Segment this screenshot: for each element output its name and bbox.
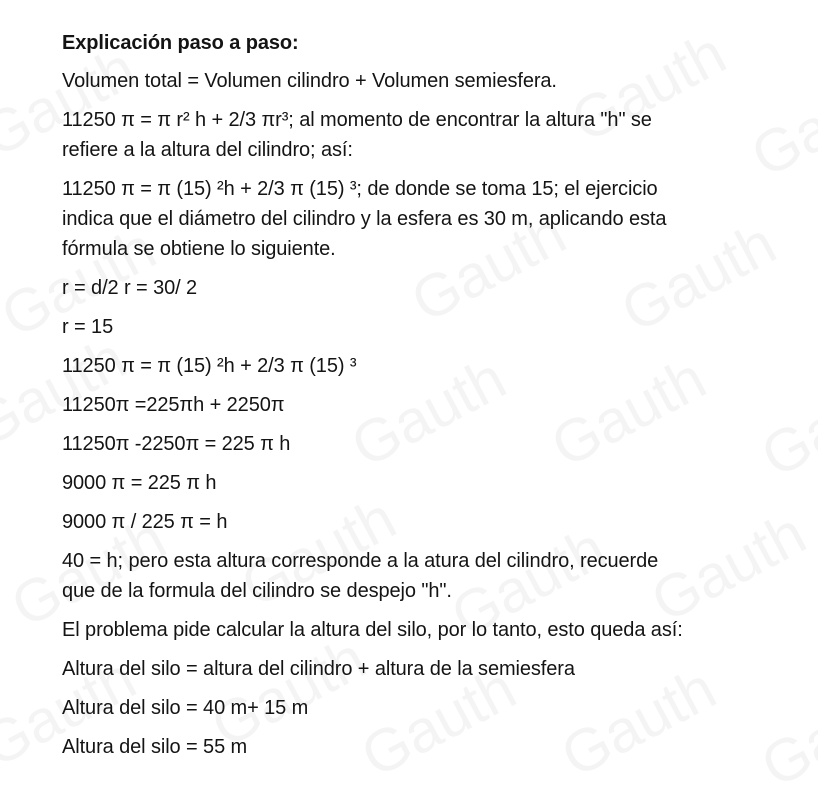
- paragraph-equation-step-4: [62, 468, 802, 498]
- paragraph-substitution: [62, 174, 802, 264]
- paragraph-equation-step-2: [62, 390, 802, 420]
- text-line: 11250 π = π (15) ²h + 2/3 π (15) ³; de donde se toma 15; el ejercicio: [62, 178, 658, 200]
- paragraph-equation-step-3: [62, 429, 802, 459]
- explanation-heading: Explicación paso a paso:: [62, 32, 299, 54]
- paragraph-total-volume: [62, 66, 802, 96]
- math-line: r = 15: [62, 316, 114, 338]
- explanation-document: [62, 28, 802, 771]
- text-line: Volumen total = Volumen cilindro + Volumen semiesfera.: [62, 70, 557, 92]
- text-line: 11250 π = π r² h + 2/3 πr³; al momento de encontrar la altura "h" se: [62, 109, 652, 131]
- paragraph-radius-value: [62, 312, 802, 342]
- text-line: fórmula se obtiene lo siguiente.: [62, 238, 336, 260]
- math-line: 11250π -2250π = 225 π h: [62, 433, 291, 455]
- text-line: que de la formula del cilindro se despejo "h".: [62, 580, 452, 602]
- math-line: r = d/2 r = 30/ 2: [62, 277, 198, 299]
- math-line: 9000 π / 225 π = h: [62, 511, 228, 533]
- paragraph-silo-answer: [62, 732, 802, 762]
- text-line: Altura del silo = 40 m+ 15 m: [62, 697, 309, 719]
- math-line: 11250 π = π (15) ²h + 2/3 π (15) ³: [62, 355, 357, 377]
- paragraph-silo-formula: [62, 654, 802, 684]
- paragraph-radius-formula: [62, 273, 802, 303]
- text-line: Altura del silo = 55 m: [62, 736, 248, 758]
- paragraph-equation-step-5: [62, 507, 802, 537]
- paragraph-silo-substitution: [62, 693, 802, 723]
- text-line: refiere a la altura del cilindro; así:: [62, 139, 353, 161]
- math-line: 11250π =225πh + 2250π: [62, 394, 285, 416]
- text-line: El problema pide calcular la altura del silo, por lo tanto, esto queda así:: [62, 619, 683, 641]
- text-line: indica que el diámetro del cilindro y la esfera es 30 m, aplicando esta: [62, 208, 667, 230]
- paragraph-silo-question: [62, 615, 802, 645]
- paragraph-volume-equation: [62, 105, 802, 165]
- math-line: 9000 π = 225 π h: [62, 472, 217, 494]
- paragraph-equation-step-1: [62, 351, 802, 381]
- text-line: 40 = h; pero esta altura corresponde a la atura del cilindro, recuerde: [62, 550, 659, 572]
- paragraph-height-result: [62, 546, 802, 606]
- text-line: Altura del silo = altura del cilindro + altura de la semiesfera: [62, 658, 575, 680]
